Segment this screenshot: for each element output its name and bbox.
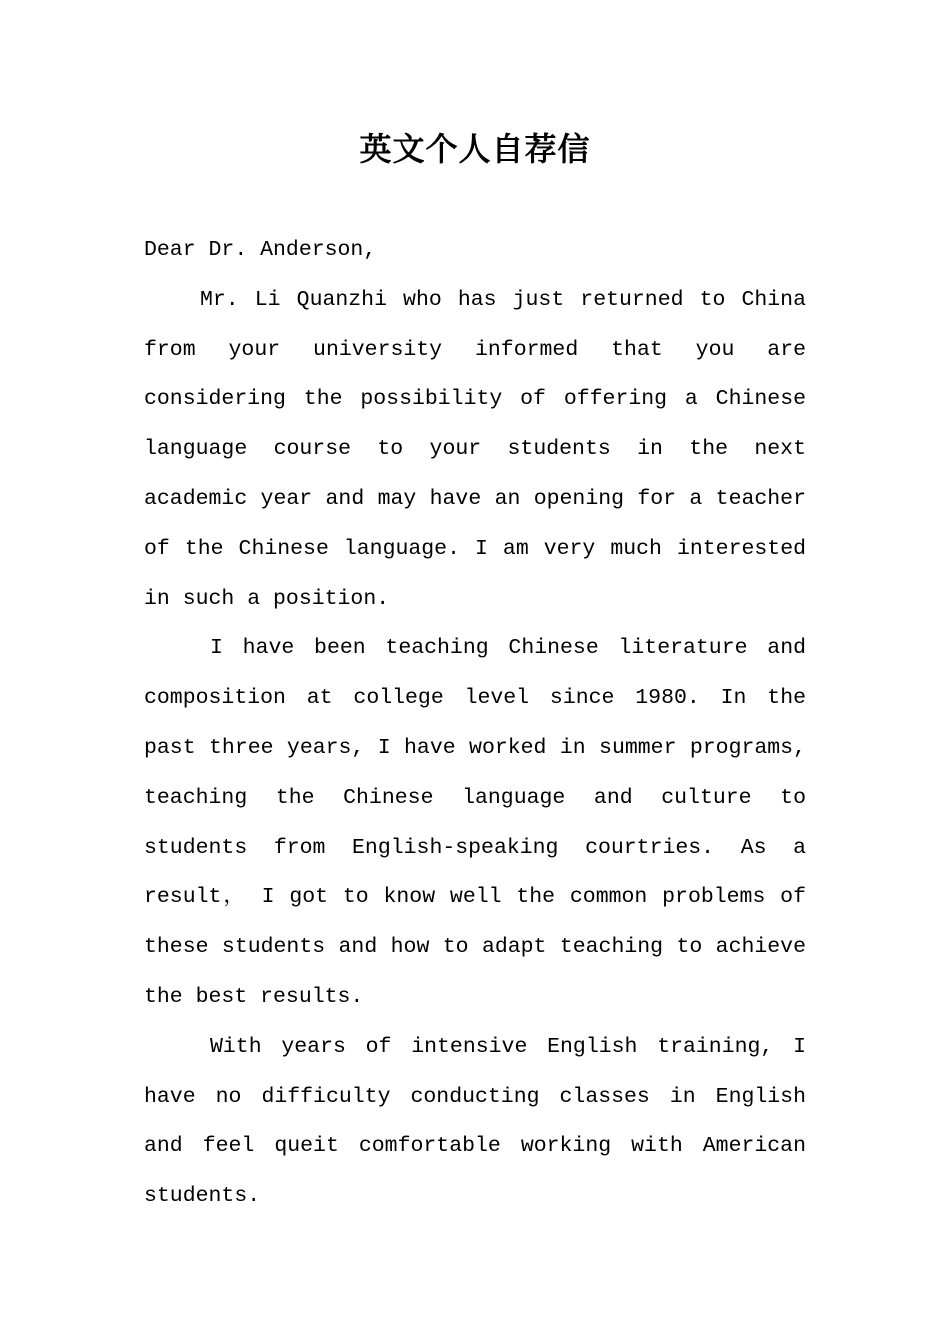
paragraph-english-skills: With years of intensive English training, I have no difficulty conducting classes in English and feel queit comfortable working with American students.: [144, 1034, 806, 1209]
paragraph-intro: Mr. Li Quanzhi who has just returned to China from your university informed that you are considering the possibility of offering a Chinese language course to your students in the next academic year and may have an opening for a teacher of the Chinese language. I am very much interested in such a position.: [144, 287, 806, 611]
letter-body: [144, 226, 806, 1222]
document-title: 英文个人自荐信: [359, 130, 591, 168]
salutation: Dear Dr. Anderson,: [144, 238, 377, 262]
paragraph-experience: I have been teaching Chinese literature and composition at college level since 1980. In the past three years, I have worked in summer programs, teaching the Chinese language and culture to students from English-speaking courtries. As a result， I got to know well the common problems of these students and how to adapt teaching to achieve the best results.: [144, 636, 806, 1009]
